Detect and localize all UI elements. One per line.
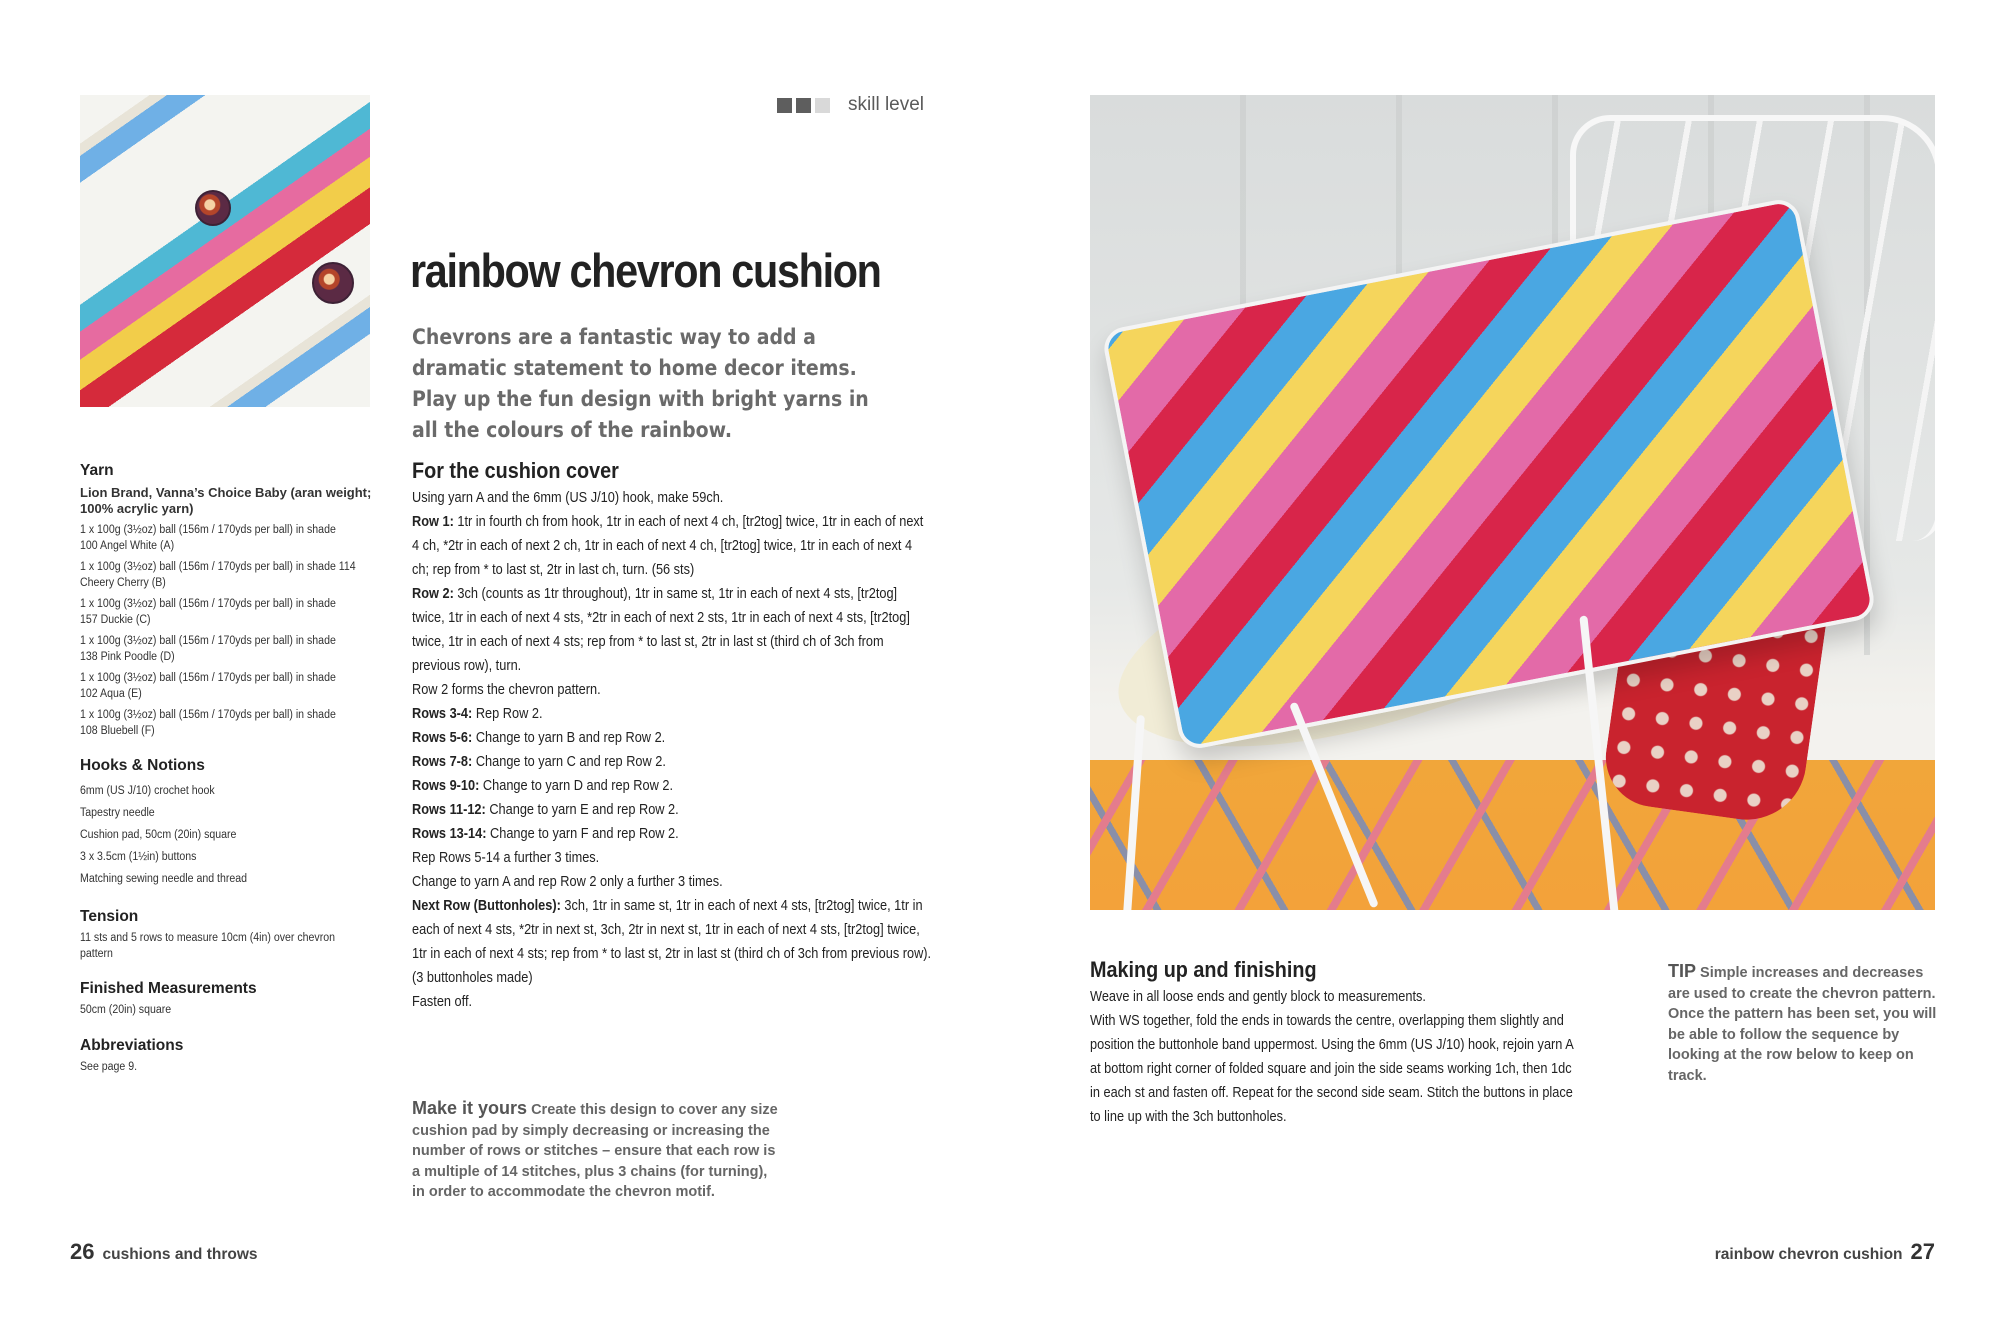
detail-photo: [80, 95, 370, 407]
finishing-paragraph: With WS together, fold the ends in towards the centre, overlapping them slightly and position the buttonhole band uppermost. Using the 6mm (US J/10) hook, rejoin yarn A at bottom right corner of folded square and join the side seams working 1ch, then 1dc in each st and fasten off. Repeat for the second side seam. Stitch the buttons in place to line up with the 3ch buttonholes.: [1090, 1013, 1574, 1125]
hooks-item: 3 x 3.5cm (1½in) buttons: [80, 851, 197, 863]
instruction-row: [412, 990, 931, 1014]
yarn-heading: Yarn: [80, 462, 114, 479]
tip-note: [1668, 961, 1943, 1086]
cover-heading: For the cushion cover: [412, 458, 619, 483]
row-text: 1tr in fourth ch from hook, 1tr in each of next 4 ch, [tr2tog] twice, 1tr in each of next 4 ch, *2tr in each of next 2 ch, 1tr in each of next 4 ch, [tr2tog] twice, 1tr in each of next 4 ch; rep from * to last st, 2tr in last ch, turn. (56 sts): [412, 514, 924, 578]
row-text: Change to yarn C and rep Row 2.: [472, 754, 666, 770]
page-title: rainbow chevron cushion: [410, 244, 881, 297]
abbreviations-heading: Abbreviations: [80, 1036, 184, 1054]
instruction-row: [412, 894, 931, 990]
row-text: Fasten off.: [412, 994, 473, 1010]
row-label: Row 1:: [412, 514, 454, 530]
skill-level-indicator: [777, 94, 924, 116]
yarn-item: 1 x 100g (3½oz) ball (156m / 170yds per ball) in shade 157 Duckie (C): [80, 598, 336, 626]
instruction-row: [412, 870, 931, 894]
page-number-left: 26: [70, 1239, 95, 1264]
footer-left: [70, 1239, 266, 1265]
row-label: Rows 9-10:: [412, 778, 480, 794]
tip-lead: TIP: [1668, 961, 1697, 981]
row-label: Rows 7-8:: [412, 754, 473, 770]
cover-rows: [412, 486, 932, 1014]
instruction-row: [412, 774, 931, 798]
instruction-row: [412, 582, 931, 678]
cushion-photo: [1090, 95, 1935, 910]
row-text: Rep Rows 5-14 a further 3 times.: [412, 850, 600, 866]
row-text: Change to yarn B and rep Row 2.: [472, 730, 666, 746]
row-label: Rows 13-14:: [412, 826, 487, 842]
row-label: Next Row (Buttonholes):: [412, 898, 561, 914]
instruction-row: [412, 822, 931, 846]
hooks-item: 6mm (US J/10) crochet hook: [80, 785, 215, 797]
intro-text: Chevrons are a fantastic way to add a dramatic statement to home decor items. Play up the fun design with bright yarns in all the colours of the rainbow.: [412, 325, 869, 442]
yarn-item: 1 x 100g (3½oz) ball (156m / 170yds per ball) in shade 102 Aqua (E): [80, 672, 336, 700]
make-it-yours-note: [412, 1098, 782, 1203]
hooks-item: Matching sewing needle and thread: [80, 873, 248, 885]
row-text: Rep Row 2.: [472, 706, 543, 722]
row-text: Change to yarn F and rep Row 2.: [486, 826, 679, 842]
finished-heading: Finished Measurements: [80, 980, 257, 997]
row-text: 3ch (counts as 1tr throughout), 1tr in same st, 1tr in each of next 4 sts, [tr2tog] twice, 1tr in each of next 4 sts, *2tr in each of next 2 sts, 1tr in each of next 4 sts, [tr2tog] twice, 1tr in each of next 4 sts; rep from * to last st, 2tr in last st (third ch of 3ch from previous row), turn.: [412, 586, 910, 674]
abbreviations-text: See page 9.: [80, 1060, 138, 1073]
instruction-row: [412, 510, 931, 582]
row-text: Change to yarn D and rep Row 2.: [479, 778, 674, 794]
yarn-item: 1 x 100g (3½oz) ball (156m / 170yds per ball) in shade 138 Pink Poodle (D): [80, 635, 336, 663]
button-detail: [312, 262, 354, 304]
instruction-row: [412, 726, 931, 750]
skill-level-label: skill level: [848, 94, 925, 115]
make-it-yours-text: Create this design to cover any size cushion pad by simply decreasing or increasing the number of rows or stitches – ensure that each row is a multiple of 14 stitches, plus 3 chains (for turning), in order to accommodate the chevron motif.: [412, 1102, 778, 1200]
skill-square-empty: [815, 98, 830, 113]
row-text: 3ch, 1tr in same st, 1tr in each of next 4 sts, [tr2tog] twice, 1tr in each of next 4 sts, *2tr in next st, 3ch, 2tr in next st, 1tr in each of next 4 sts, [tr2tog] twice, 1tr in each of next 4 sts; rep from * to last st, 2tr in last st (third ch of 3ch from previous row). (3 buttonholes made): [412, 898, 932, 986]
row-label: Rows 11-12:: [412, 802, 486, 818]
button-detail: [195, 190, 231, 226]
instruction-row: [412, 678, 931, 702]
row-label: Rows 5-6:: [412, 730, 473, 746]
footer-right: [1707, 1239, 1935, 1265]
cover-instructions: [412, 458, 932, 1014]
instruction-row: [412, 486, 931, 510]
section-name: cushions and throws: [102, 1246, 258, 1263]
finishing-instructions: [1090, 957, 1610, 1129]
yarn-item: 1 x 100g (3½oz) ball (156m / 170yds per ball) in shade 100 Angel White (A): [80, 524, 336, 552]
instruction-row: [412, 702, 931, 726]
instruction-row: [412, 846, 931, 870]
yarn-item: 1 x 100g (3½oz) ball (156m / 170yds per ball) in shade 114 Cheery Cherry (B): [80, 561, 356, 589]
page-number-right: 27: [1910, 1239, 1935, 1264]
row-text: Change to yarn E and rep Row 2.: [485, 802, 679, 818]
pattern-name: rainbow chevron cushion: [1714, 1246, 1903, 1263]
hooks-item: Cushion pad, 50cm (20in) square: [80, 829, 237, 841]
finished-text: 50cm (20in) square: [80, 1004, 172, 1016]
rug: [1090, 760, 1935, 910]
instruction-row: [412, 750, 931, 774]
tip-text: Simple increases and decreases are used to create the chevron pattern. Once the pattern has been set, you will be able to follow the sequence by looking at the row below to keep on track.: [1668, 965, 1937, 1084]
hooks-heading: Hooks & Notions: [80, 757, 205, 774]
yarn-item: 1 x 100g (3½oz) ball (156m / 170yds per ball) in shade 108 Bluebell (F): [80, 709, 336, 737]
tension-text: 11 sts and 5 rows to measure 10cm (4in) over chevron pattern: [80, 932, 336, 960]
tension-heading: Tension: [80, 908, 139, 925]
row-text: Using yarn A and the 6mm (US J/10) hook, make 59ch.: [412, 490, 724, 506]
row-label: Row 2:: [412, 586, 454, 602]
yarn-brand: Lion Brand, Vanna’s Choice Baby (aran weight; 100% acrylic yarn): [80, 485, 372, 516]
instruction-row: [412, 798, 931, 822]
finishing-paragraph: Weave in all loose ends and gently block to measurements.: [1090, 989, 1426, 1005]
row-text: Change to yarn A and rep Row 2 only a further 3 times.: [412, 874, 723, 890]
skill-square-filled: [796, 98, 811, 113]
row-label: Rows 3-4:: [412, 706, 473, 722]
finishing-heading: Making up and finishing: [1090, 957, 1317, 982]
make-it-yours-lead: Make it yours: [412, 1098, 528, 1118]
hooks-item: Tapestry needle: [80, 807, 155, 819]
skill-square-filled: [777, 98, 792, 113]
row-text: Row 2 forms the chevron pattern.: [412, 682, 601, 698]
materials-sidebar: [80, 462, 380, 1093]
